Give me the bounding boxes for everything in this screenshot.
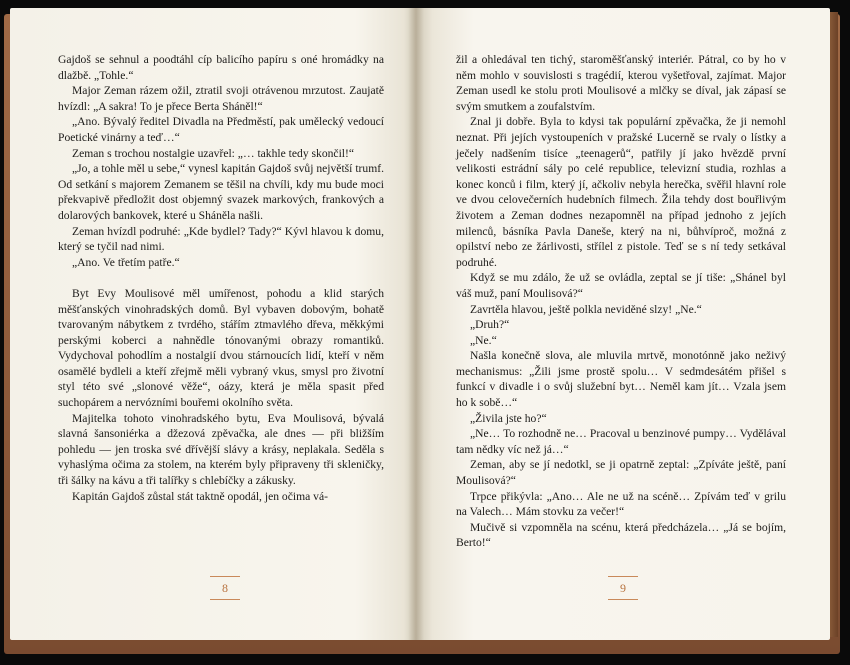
page-number-block [208, 576, 242, 600]
paragraph: „Ne.“ [470, 333, 497, 347]
paragraph: žil a ohledával ten tichý, staroměšťanský interiér. Pátral, co by ho v něm mohlo v souvislosti s tragédií, kterou vyšetřoval, zajímat. Major Zeman usedl ke stolu proti Moulisové a mlčky se díval, jak zápasí se svým smutkem a zoufalstvím. [456, 53, 786, 113]
paragraph: „Živila jste ho?“ [470, 411, 547, 425]
paragraph: „Ano. Ve třetím patře.“ [72, 255, 180, 269]
paragraph: Zeman s trochou nostalgie uzavřel: „… takhle tedy skončil!“ [72, 146, 355, 160]
divider [210, 576, 240, 577]
page-number-block [606, 576, 640, 600]
paragraph: Mučivě si vzpomněla na scénu, která předcházela… „Já se bojím, Berto!“ [456, 520, 786, 550]
paragraph: Zeman hvízdl podruhé: „Kde bydlel? Tady?“ Kývl hlavou k domu, který se tyčil nad nimi. [58, 224, 384, 254]
paragraph: Majitelka tohoto vinohradského bytu, Eva Moulisová, bývalá slavná šansoniérka a džezová zpěvačka, ale dnes — při bližším pohledu — jen troska své dřívější slávy a krásy, neplakala. Seděla s vyhaslýma očima za stolem, na kterém byly připraveny tři skleničky, tři šálky na kávu a tři talířky s chlebíčky a zákusky. [58, 411, 384, 488]
right-page [416, 8, 830, 640]
page-number: 8 [222, 581, 228, 595]
divider [608, 599, 638, 600]
page-number: 9 [620, 581, 626, 595]
paragraph: Znal ji dobře. Byla to kdysi tak populární zpěvačka, že ji nemohl neznat. Při jejích vystoupeních v pražské Lucerně se rvaly o lístky a ječely nadšením tisíce „teenagerů“, patřily jí jako hvězdě první velikosti estrádní sály po celé republice, televizní studia, rozhlas a konec konců i film, který jí, ačkoliv nebyla herečka, svěřil hlavní role ve dvou celovečerních hudebních filmech. Žila tehdy dost bouřlivým životem a Zeman dodnes nezapomněl na případ jednoho z jejích milenců, básníka Pavla Daneše, který na ni, bůhvíproč, možná z opilství nebo ze žárlivosti, střílel z pistole. Teď se s ní tedy setkával podruhé. [456, 115, 786, 269]
divider [210, 599, 240, 600]
paragraph: Zavrtěla hlavou, ještě polkla neviděné slzy! „Ne.“ [470, 302, 702, 316]
divider [608, 576, 638, 577]
paragraph: Kapitán Gajdoš zůstal stát taktně opodál, jen očima vá- [72, 489, 328, 503]
paragraph: „Druh?“ [470, 318, 510, 332]
paragraph: „Ano. Bývalý ředitel Divadla na Předměstí, pak umělecký vedoucí Poetické vinárny a teď…“ [58, 115, 384, 144]
paragraph: „Ne… To rozhodně ne… Pracoval u benzinové pumpy… Vydělával tam nědky víc než já…“ [456, 427, 786, 456]
right-page-text [456, 52, 786, 551]
left-page-text [58, 52, 384, 504]
paragraph: Major Zeman rázem ožil, ztratil svoji otrávenou mrzutost. Zaujatě hvízdl: „A sakra! To je přece Berta Sháněl!“ [58, 84, 384, 113]
paragraph: Zeman, aby se jí nedotkl, se ji opatrně zeptal: „Zpíváte ještě, paní Moulisová?“ [456, 458, 786, 488]
left-page [10, 8, 416, 640]
paragraph: Trpce přikývla: „Ano… Ale ne už na scéně… Zpívám teď v grilu na Valech… Mám stovku za večer!“ [456, 489, 786, 519]
paragraph: Našla konečně slova, ale mluvila mrtvě, monotónně jako neživý mechanismus: „Žili jsme prostě spolu… V sedmdesátém přišel s funkcí v divadle i o svůj služební byt… Neměl kam jít… Vzala jsem ho k sobě…“ [456, 349, 786, 410]
paragraph: Byt Evy Moulisové měl umířenost, pohodu a klid starých měšťanských vinohradských domů. Byl vybaven dobovým, bohatě tvarovaným nábytkem z tvrdého, stářím ztmavlého dřeva, měkkými perskými koberci a nahnědle tónovanými obrazy romantiků. Vydychoval pohodlím a nostalgií dvou stárnoucích lidí, kteří v něm osamělé bydleli a kteří zřejmě měli vybraný vkus, smysl pro životní styl této své „slonové věže“, oázy, která je měla spasit před suchopárem a nervózními bouřemi okolního světa. [58, 286, 384, 410]
paragraph: Gajdoš se sehnul a poodtáhl cíp balicího papíru s oné hromádky na dlažbě. „Tohle.“ [58, 53, 384, 82]
paragraph: „Jo, a tohle měl u sebe,“ vynesl kapitán Gajdoš svůj největší trumf. Od setkání s majorem Zemanem se těšil na chvíli, kdy mu bude moci překvapivě předložit dost objemný svazek markových, frankových a dolarových bankovek, které u Sháněla našli. [58, 162, 384, 222]
book-gutter [408, 8, 424, 640]
paragraph: Když se mu zdálo, že už se ovládla, zeptal se jí tiše: „Shánel byl váš muž, paní Moulisová?“ [456, 271, 786, 300]
